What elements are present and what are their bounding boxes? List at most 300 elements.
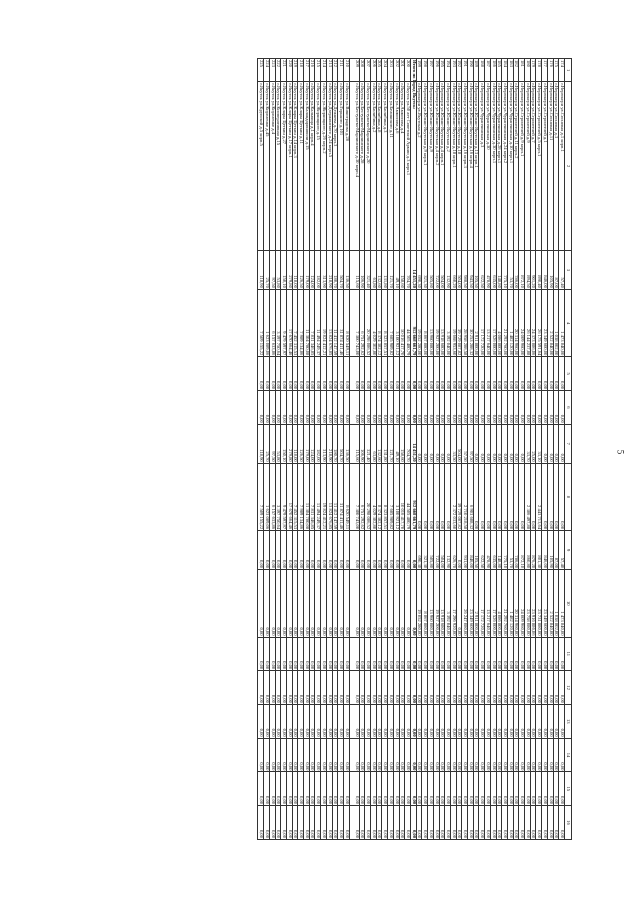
table-cell: 214	[321, 59, 327, 82]
table-cell: 0,00	[349, 671, 359, 705]
table-cell: г.Нерюнгри ул.Южно-Якутская д.4 корп.1	[439, 82, 445, 251]
table-cell: 0,00	[338, 531, 344, 570]
table-cell: 0,00	[547, 637, 553, 671]
table-cell: г.Нерюнгри ул.Чурапчинская д.30	[485, 82, 491, 251]
table-cell: 0,00	[382, 806, 388, 840]
table-cell: 220	[286, 59, 292, 82]
table-cell: 0,00	[411, 671, 417, 705]
table-cell: 187	[485, 59, 491, 82]
table-cell: 0,00	[376, 772, 382, 806]
table-cell: 25,00	[530, 424, 536, 463]
table-cell: 1 473 840,00	[559, 570, 565, 637]
table-cell: 0,00	[315, 704, 321, 738]
table-row	[382, 59, 388, 840]
table-row	[536, 59, 542, 840]
table-row	[359, 59, 365, 840]
table-cell: 8 867 880,00	[422, 289, 428, 356]
table-cell: 13 217 640,00	[485, 570, 491, 637]
table-cell: 504,00	[439, 250, 445, 289]
table-cell: 0,00	[428, 704, 434, 738]
table-cell: 0,00	[343, 570, 349, 637]
table-cell: 0,00	[315, 738, 321, 772]
table-cell: 0,00	[321, 391, 327, 425]
table-row	[542, 59, 548, 840]
table-cell: 313,90	[321, 250, 327, 289]
table-cell: 0,00	[269, 531, 275, 570]
table-cell: г.Нерюнгри ул.Южно-Якутская д.9	[428, 82, 434, 251]
table-cell: 0,00	[536, 806, 542, 840]
table-cell: 136,50	[343, 250, 349, 289]
table-row	[473, 59, 479, 840]
table-cell: 11 494 249,37	[315, 289, 321, 356]
table-cell: 7 685 989,82	[388, 289, 394, 356]
table-cell: 0,00	[343, 637, 349, 671]
table-cell: 97,50	[269, 250, 275, 289]
table-cell: 0,00	[399, 738, 405, 772]
table-cell: 912 668 661,79	[411, 289, 417, 356]
table-cell: 0,00	[359, 357, 365, 391]
table-cell: 0,00	[365, 531, 371, 570]
table-cell: 0,00	[433, 671, 439, 705]
table-cell: 0,00	[304, 738, 310, 772]
table-cell: 221	[281, 59, 287, 82]
table-cell: 0,00	[507, 637, 513, 671]
table-cell: 182	[513, 59, 519, 82]
table-body	[258, 59, 572, 840]
table-cell: 0,00	[376, 391, 382, 425]
table-cell: 0,00	[530, 357, 536, 391]
table-cell: 0,00	[547, 391, 553, 425]
table-cell: 28 958 288,58	[462, 289, 468, 356]
table-cell: 0,00	[309, 806, 315, 840]
table-row	[519, 59, 525, 840]
table-cell: 704,70	[405, 250, 411, 289]
table-cell: 0,00	[559, 738, 565, 772]
table-cell: 9 479 597,97	[281, 289, 287, 356]
table-cell: 105,50	[473, 250, 479, 289]
table-cell: г.Нерюнгри ул.Сосновая д.11	[547, 82, 553, 251]
table-cell: г.Якутск ул.Виноградова д.28	[343, 82, 349, 251]
table-cell: 0,00	[298, 738, 304, 772]
table-cell: 179,00	[304, 250, 310, 289]
table-cell: 0,00	[315, 806, 321, 840]
table-cell: 121,70	[388, 424, 394, 463]
table-cell: 11 304 780,08	[304, 289, 310, 356]
table-cell: 0,00	[502, 463, 508, 530]
table-cell: 0,00	[513, 424, 519, 463]
table-cell: 0,00	[298, 806, 304, 840]
table-cell: 25,70	[264, 424, 270, 463]
table-cell: 31 874 411,46	[338, 463, 344, 530]
table-row	[525, 59, 531, 840]
table-cell: 0,00	[513, 704, 519, 738]
table-cell: 0,00	[332, 738, 338, 772]
table-cell: 0,00	[485, 463, 491, 530]
table-cell: 0,00	[416, 357, 422, 391]
table-cell: 0,00	[542, 738, 548, 772]
table-cell: 7 989 134,86	[298, 289, 304, 356]
table-cell: 0,00	[286, 531, 292, 570]
table-cell: 0,00	[416, 671, 422, 705]
table-header-row	[565, 59, 572, 840]
table-cell: г.Якутск ул.Дежнева д.70 корп.3	[332, 82, 338, 251]
table-cell: 0,00	[349, 772, 359, 806]
table-cell: 0,00	[281, 531, 287, 570]
table-cell: 0,00	[462, 357, 468, 391]
table-cell: 0,00	[439, 463, 445, 530]
table-cell: 0,00	[490, 424, 496, 463]
table-cell: 504,70	[338, 250, 344, 289]
table-cell: 0,00	[411, 391, 417, 425]
page-number: 5	[615, 449, 626, 455]
table-cell: 0,00	[332, 772, 338, 806]
table-cell: 0,00	[332, 671, 338, 705]
table-row	[258, 59, 264, 840]
table-cell: 0,00	[411, 772, 417, 806]
table-cell: 0,00	[286, 806, 292, 840]
table-cell: 0,00	[507, 704, 513, 738]
table-cell: 97,50	[269, 424, 275, 463]
table-cell: г.Якутск ул.Бестужева-Марлинского д.30 корп.4	[349, 82, 359, 251]
table-cell: 57,50	[462, 424, 468, 463]
table-cell: 0,00	[371, 531, 377, 570]
table-cell: 0,00	[292, 806, 298, 840]
table-cell: 15	[565, 772, 572, 806]
table-cell: 0,00	[371, 704, 377, 738]
table-cell: 0,00	[519, 424, 525, 463]
table-cell: 0,00	[547, 738, 553, 772]
table-row	[326, 59, 332, 840]
table-cell: 0,00	[405, 772, 411, 806]
table-cell: 626,70	[450, 531, 456, 570]
table-cell: 132,60	[376, 250, 382, 289]
table-cell: 894,50	[525, 250, 531, 289]
table-cell: 0,00	[513, 806, 519, 840]
table-cell: 132,60	[376, 424, 382, 463]
table-cell: 11 412 147,59	[332, 463, 338, 530]
table-cell: 0,00	[269, 357, 275, 391]
table-cell: 7 509 155,22	[258, 463, 264, 530]
table-cell: 10 016 417,70	[399, 289, 405, 356]
table-cell: 0,00	[393, 671, 399, 705]
table-cell: 0,00	[553, 357, 559, 391]
table-cell: 0,00	[411, 738, 417, 772]
table-cell: 0,00	[359, 391, 365, 425]
table-cell: 0,00	[399, 671, 405, 705]
table-cell: 0,00	[502, 772, 508, 806]
table-cell: 39 729 087,82	[456, 289, 462, 356]
table-cell: 19 052 280,00	[416, 570, 422, 637]
table-cell: 0,00	[428, 424, 434, 463]
table-cell: 0,00	[298, 391, 304, 425]
table-cell: 0,00	[507, 357, 513, 391]
table-cell: 0,00	[519, 772, 525, 806]
table-cell: 0,00	[371, 357, 377, 391]
table-cell: 0,00	[473, 806, 479, 840]
table-cell: 0,00	[553, 738, 559, 772]
table-cell: 0,00	[304, 671, 310, 705]
table-cell: 0,00	[315, 772, 321, 806]
table-cell: 0,00	[485, 637, 491, 671]
table-cell: 0,00	[376, 531, 382, 570]
table-cell: 504,00	[439, 531, 445, 570]
table-cell: 23 349 600,00	[468, 570, 474, 637]
table-cell: 181	[519, 59, 525, 82]
table-cell: 11	[565, 637, 572, 671]
table-cell: 478,90	[485, 250, 491, 289]
table-cell: 0,00	[525, 704, 531, 738]
table-cell: 0,00	[388, 570, 394, 637]
table-cell: 0,00	[411, 704, 417, 738]
table-cell: 0,00	[428, 738, 434, 772]
table-cell: 0,00	[513, 671, 519, 705]
table-cell: 0,00	[376, 570, 382, 637]
table-cell: 0,00	[349, 704, 359, 738]
table-cell: 174	[559, 59, 565, 82]
table-cell: 0,00	[485, 806, 491, 840]
table-cell: 6 751 292,62	[359, 289, 365, 356]
table-cell: 21 292 760,00	[502, 289, 508, 356]
table-cell: 0,00	[275, 671, 281, 705]
table-cell: 0,00	[321, 671, 327, 705]
table-cell: 11 494 249,37	[315, 463, 321, 530]
table-cell: 13 217 640,00	[485, 289, 491, 356]
table-row	[286, 59, 292, 840]
table-cell: 23 349 600,00	[542, 289, 548, 356]
table-cell: 0,00	[269, 772, 275, 806]
table-row	[490, 59, 496, 840]
table-cell: 3 100 921,12	[393, 463, 399, 530]
table-cell: 0,00	[399, 806, 405, 840]
table-cell: 0,00	[542, 637, 548, 671]
table-cell: 0,00	[519, 806, 525, 840]
table-cell: 148,80	[496, 250, 502, 289]
table-row	[479, 59, 485, 840]
table-cell: 0,00	[559, 357, 565, 391]
table-cell: 209	[349, 59, 359, 82]
table-cell: 0,00	[304, 357, 310, 391]
table-cell: г.Якутск ул.Кальвица д.1 корп.4	[309, 82, 315, 251]
table-cell: 0,00	[456, 704, 462, 738]
table-cell: 0,00	[315, 391, 321, 425]
table-row	[405, 59, 411, 840]
table-cell: 0,00	[559, 391, 565, 425]
table-cell: 0,00	[513, 738, 519, 772]
table-cell: 0,00	[439, 772, 445, 806]
table-row	[264, 59, 270, 840]
table-cell: 0,00	[371, 806, 377, 840]
table-cell: 0,00	[393, 704, 399, 738]
table-cell: 213	[326, 59, 332, 82]
table-cell: 53,80	[275, 424, 281, 463]
table-cell: 0,00	[542, 806, 548, 840]
table-cell: 9	[565, 531, 572, 570]
table-cell: 0,00	[525, 391, 531, 425]
table-cell: 0,00	[304, 531, 310, 570]
table-cell: 0,00	[298, 772, 304, 806]
table-cell: 0,00	[393, 738, 399, 772]
table-cell: 0,00	[433, 637, 439, 671]
table-cell: 0,00	[405, 637, 411, 671]
table-cell: 0,00	[479, 806, 485, 840]
table-cell: 0,00	[547, 463, 553, 530]
table-cell: 53,70	[507, 531, 513, 570]
table-cell: 0,00	[365, 772, 371, 806]
table-cell: 0,00	[525, 671, 531, 705]
table-cell: 0,00	[496, 738, 502, 772]
table-cell: 786,00	[513, 531, 519, 570]
table-cell: 23 758 080,00	[525, 570, 531, 637]
table-cell: 131,80	[382, 424, 388, 463]
table-cell: 14 451,20	[411, 250, 417, 289]
table-cell: г.Якутск ул.Бестужева-Марлинского д.20	[365, 82, 371, 251]
table-cell: 0,00	[264, 806, 270, 840]
table-cell: 13 960 080,00	[428, 570, 434, 637]
table-cell: 7 300 743,00	[349, 289, 359, 356]
table-cell: 0,00	[502, 637, 508, 671]
table-cell: 321,40	[365, 250, 371, 289]
table-cell: 0,00	[258, 637, 264, 671]
table-cell: 0,00	[281, 637, 287, 671]
table-cell: 24 373 886,06	[530, 289, 536, 356]
table-cell: 0,00	[258, 738, 264, 772]
table-cell: 191	[462, 59, 468, 82]
table-cell: 0,00	[485, 772, 491, 806]
table-cell: 0,00	[309, 738, 315, 772]
table-cell: 0,00	[309, 671, 315, 705]
table-cell: 0,00	[343, 531, 349, 570]
table-cell: 17 526 000,00	[490, 289, 496, 356]
table-cell: 2 522 840,00	[547, 570, 553, 637]
table-cell: 131,80	[382, 250, 388, 289]
table-cell: 890,40	[536, 250, 542, 289]
table-cell: 0,00	[321, 806, 327, 840]
table-cell: 0,00	[428, 391, 434, 425]
table-cell: 17 296 920,00	[450, 570, 456, 637]
table-cell: 0,00	[304, 806, 310, 840]
table-cell: 0,00	[365, 738, 371, 772]
table-cell: 0,00	[450, 671, 456, 705]
table-cell: 0,00	[264, 357, 270, 391]
table-cell: 0,00	[382, 391, 388, 425]
table-cell: 136,50	[343, 424, 349, 463]
table-cell: 0,00	[422, 806, 428, 840]
table-cell: 0,00	[376, 671, 382, 705]
table-cell: 49,10	[393, 424, 399, 463]
table-cell: 0,00	[525, 357, 531, 391]
table-cell: 0,00	[371, 772, 377, 806]
table-cell: 158,60	[399, 250, 405, 289]
table-cell: 846,00	[542, 250, 548, 289]
table-cell: 0,00	[393, 637, 399, 671]
table-cell: 0,00	[416, 424, 422, 463]
table-row	[298, 59, 304, 840]
table-row	[292, 59, 298, 840]
table-cell: 0,00	[343, 391, 349, 425]
table-cell: г.Нерюнгри ул.Южно-Якутская д.4 корп.2	[433, 82, 439, 251]
table-cell: 0,00	[422, 738, 428, 772]
table-cell: 0,00	[536, 391, 542, 425]
table-cell: 182,00	[315, 250, 321, 289]
table-cell: 63,80	[371, 250, 377, 289]
table-cell: 1 623 089,06	[264, 463, 270, 530]
table-cell: 0,00	[258, 704, 264, 738]
table-cell: 0,00	[473, 704, 479, 738]
table-cell: 24 009 960,00	[519, 289, 525, 356]
table-cell: 148,80	[496, 531, 502, 570]
table-cell: 184	[502, 59, 508, 82]
table-cell: 25,70	[264, 250, 270, 289]
table-row	[338, 59, 344, 840]
table-cell: г.Якутск ул.Клары Цеткин д.14 корп.3	[292, 82, 298, 251]
table-cell: 0,00	[496, 463, 502, 530]
table-cell: 9 479 597,97	[281, 463, 287, 530]
table-cell: 0,00	[326, 637, 332, 671]
table-cell: 635,00	[490, 531, 496, 570]
table-cell: 786,00	[513, 250, 519, 289]
table-cell: 0,00	[281, 357, 287, 391]
table-cell: 0,00	[445, 671, 451, 705]
table-cell: 57,40	[559, 531, 565, 570]
table-cell: 0,00	[456, 570, 462, 637]
table-cell: 2 911 800,00	[473, 570, 479, 637]
table-cell: 0,00	[530, 738, 536, 772]
table-cell: 0,00	[376, 806, 382, 840]
table-cell: 0,00	[496, 704, 502, 738]
table-cell: 0,00	[530, 463, 536, 530]
table-cell: 0,00	[359, 704, 365, 738]
table-cell: 0,00	[286, 357, 292, 391]
table-cell: 0,00	[439, 637, 445, 671]
table-cell: 0,00	[485, 357, 491, 391]
table-cell: 1 038 802,00	[553, 289, 559, 356]
table-cell: 0,00	[393, 806, 399, 840]
table-cell: 4 029 302,80	[371, 289, 377, 356]
table-cell: 872,10	[519, 250, 525, 289]
table-cell: 0,00	[286, 704, 292, 738]
table-cell: 0,00	[281, 806, 287, 840]
table-cell: 0,00	[536, 357, 542, 391]
table-cell: 0,00	[382, 671, 388, 705]
table-cell: 0,00	[513, 391, 519, 425]
table-row	[376, 59, 382, 840]
table-cell: 0,00	[445, 357, 451, 391]
table-row	[468, 59, 474, 840]
table-cell: 0,00	[479, 738, 485, 772]
table-cell: 126,50	[298, 250, 304, 289]
table-cell: 0,00	[496, 391, 502, 425]
table-cell: 0,00	[428, 463, 434, 530]
table-cell: 0,00	[321, 704, 327, 738]
table-cell: 207	[365, 59, 371, 82]
table-cell: 33,10	[536, 424, 542, 463]
table-cell: 0,00	[456, 391, 462, 425]
table-cell: 0,00	[281, 738, 287, 772]
table-cell: 0,00	[519, 671, 525, 705]
table-total-row	[411, 59, 417, 840]
table-cell: 0,00	[371, 570, 377, 637]
table-cell: 132,90	[445, 531, 451, 570]
table-cell: 105,50	[473, 531, 479, 570]
table-cell: 0,00	[393, 391, 399, 425]
table-cell: г.Якутск ул.Кооперативная д.15	[275, 82, 281, 251]
table-row	[439, 59, 445, 840]
table-cell: г.Нерюнгри ул.Южно-Якутская д.2	[445, 82, 451, 251]
table-cell: 118,00	[292, 424, 298, 463]
table-cell: 0,00	[382, 637, 388, 671]
table-cell: 0,00	[269, 391, 275, 425]
table-cell: г.Нерюнгри ул.Строителей д.1	[542, 82, 548, 251]
